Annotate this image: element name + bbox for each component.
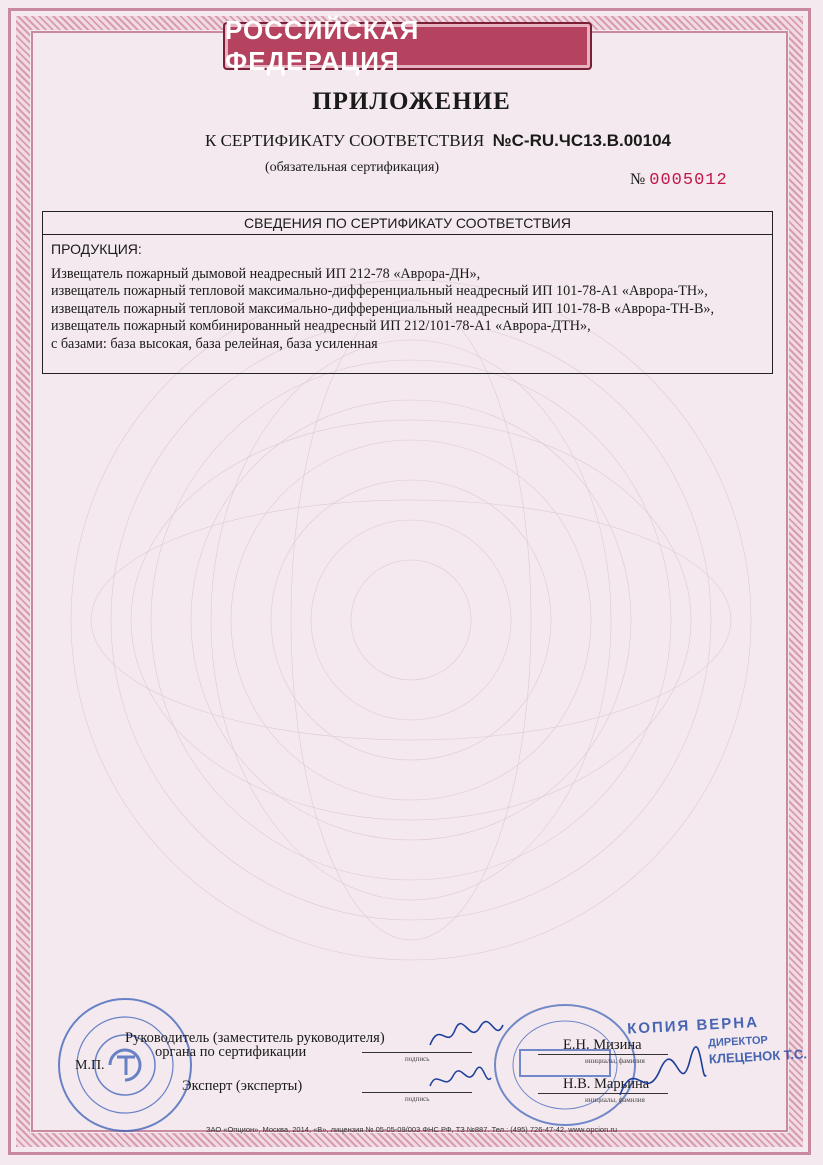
head-sign-caption: подпись [405, 1055, 430, 1063]
head-name: Е.Н. Мизина [563, 1037, 642, 1053]
certificate-reference [205, 131, 671, 151]
certificate-prefix: К СЕРТИФИКАТУ СООТВЕТСТВИЯ [205, 131, 485, 150]
expert-name-caption: инициалы, фамилия [585, 1096, 645, 1104]
expert-name: Н.В. Марьина [563, 1076, 650, 1092]
product-line: Извещатель пожарный дымовой неадресный ИП 212-78 «Аврора-ДН», [51, 265, 481, 282]
expert-sign-caption: подпись [405, 1095, 430, 1103]
copy-stamp-line3: КЛЕЦЕНОК Т.С. [708, 1046, 808, 1067]
product-line: извещатель пожарный тепловой максимально-дифференциальный неадресный ИП 101-78-А1 «Аврора-ТН», [51, 283, 708, 299]
director-signature [610, 1045, 710, 1115]
certificate-number: №С-RU.ЧС13.В.00104 [492, 131, 671, 150]
expert-label: Эксперт (эксперты) [182, 1078, 303, 1094]
expert-sign-rule [362, 1092, 472, 1093]
product-line: с базами: база высокая, база релейная, база усиленная [51, 335, 378, 352]
product-line: извещатель пожарный тепловой максимально-дифференциальный неадресный ИП 101-78-В «Аврора-ТН-В», [51, 300, 715, 317]
serial-number-block [630, 171, 728, 190]
product-line: извещатель пожарный комбинированный неадресный ИП 212/101-78-А1 «Аврора-ДТН», [51, 318, 591, 334]
info-body [43, 235, 772, 353]
head-signature [425, 1015, 505, 1055]
head-name-caption: инициалы, фамилия [585, 1057, 645, 1065]
printer-footer: ЗАО «Опцион», Москва, 2014, «В», лицензия № 05-05-09/003 ФНС РФ, ТЗ №887. Тел.: (495) 726-47-42, www.opcion.ru [206, 1125, 617, 1134]
serial-number: 0005012 [649, 171, 728, 190]
info-heading: СВЕДЕНИЯ ПО СЕРТИФИКАТУ СООТВЕТСТВИЯ [43, 212, 772, 235]
product-label: ПРОДУКЦИЯ: [51, 241, 142, 257]
document-title: ПРИЛОЖЕНИЕ [312, 88, 511, 115]
head-sign-rule [362, 1052, 472, 1053]
seal-place-label: М.П. [75, 1058, 105, 1073]
copy-stamp-line2: ДИРЕКТОР [707, 1034, 769, 1050]
head-title-line1: Руководитель (заместитель руководителя) [125, 1030, 385, 1046]
head-title-line2: органа по сертификации [155, 1044, 307, 1060]
header-ribbon [223, 15, 592, 76]
inner-border [31, 31, 788, 1132]
copy-stamp-line1: КОПИЯ ВЕРНА [626, 1013, 760, 1038]
mandatory-certification-note: (обязательная сертификация) [265, 160, 440, 175]
serial-label: № [630, 171, 646, 188]
certificate-info-box [42, 211, 773, 374]
header-ribbon-text: РОССИЙСКАЯ ФЕДЕРАЦИЯ [225, 15, 420, 76]
